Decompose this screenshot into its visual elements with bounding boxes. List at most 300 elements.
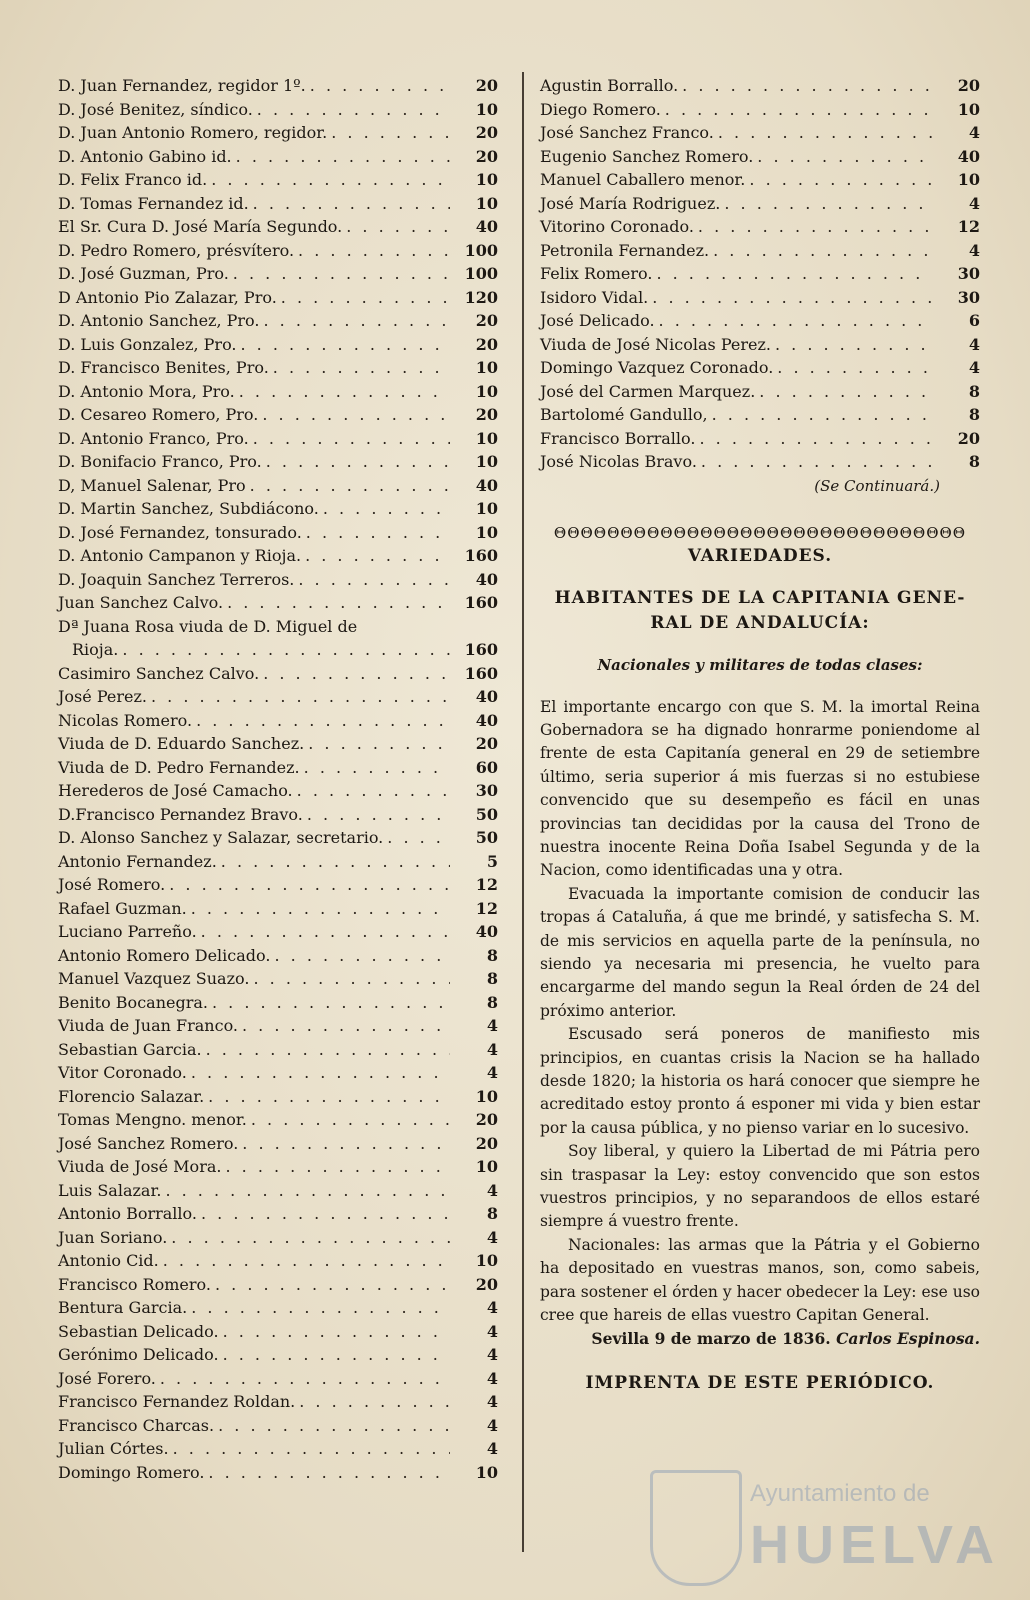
leader-dots	[253, 427, 450, 451]
donor-row	[58, 474, 498, 498]
donor-row	[58, 873, 498, 897]
donor-row	[58, 732, 498, 756]
donor-name: Eugenio Sanchez Romero.	[540, 146, 754, 166]
donor-row	[58, 967, 498, 991]
donor-amount: 10	[475, 499, 498, 518]
donor-amount: 4	[486, 1368, 498, 1388]
leader-dots	[759, 380, 932, 404]
donor-row	[58, 709, 498, 733]
donor-amount: 4	[968, 123, 980, 142]
donor-name: Viuda de José Mora.	[58, 1157, 222, 1176]
leader-dots	[196, 709, 450, 733]
donor-row	[540, 450, 980, 474]
donor-name: Domingo Romero.	[58, 1462, 205, 1482]
donor-amount: 4	[486, 1392, 498, 1411]
donor-name: Domingo Vazquez Coronado.	[540, 358, 774, 377]
donor-amount: 4	[968, 334, 980, 354]
donor-row	[58, 1273, 498, 1297]
donor-name: D. Juan Fernandez, regidor 1º.	[58, 76, 306, 95]
donor-row	[58, 1320, 498, 1344]
donor-row	[540, 356, 980, 380]
donor-row	[58, 826, 498, 850]
leader-dots	[250, 474, 450, 498]
leader-dots	[346, 215, 450, 239]
donor-name: Diego Romero.	[540, 99, 661, 119]
right-column	[540, 74, 980, 1393]
donor-row	[58, 262, 498, 286]
donor-row	[540, 215, 980, 239]
donor-name: Viuda de José Nicolas Perez.	[540, 334, 771, 354]
donor-amount: 8	[968, 381, 980, 401]
donor-row	[540, 380, 980, 404]
donor-amount: 4	[968, 358, 980, 377]
leader-dots	[387, 826, 450, 850]
donor-row	[58, 1132, 498, 1156]
donor-row-wrapped-cont	[58, 638, 498, 662]
donor-row	[58, 1461, 498, 1485]
donor-row	[540, 333, 980, 357]
donor-row	[58, 1061, 498, 1085]
donor-row	[58, 756, 498, 780]
paragraph-1: El importante encargo con que S. M. la imortal Reina Gobernadora se ha dignado honrarme poniendome al frente de esta Capitanía general en 29 de setiembre último, seria superior á mis fuerzas si no estubiese convencido que su desempeño es fácil en unas provincias tan decididas por la causa del Trono de nuestra inocente Reina Doña Isabel Segunda y de la Nacion, como identificadas una y otra.	[540, 697, 980, 880]
donor-name: Gerónimo Delicado.	[58, 1345, 219, 1364]
donor-row	[58, 145, 498, 169]
leader-dots	[236, 145, 450, 169]
donor-name: Casimiro Sanchez Calvo.	[58, 663, 260, 683]
leader-dots	[273, 356, 450, 380]
donor-name: D. Martin Sanchez, Subdiácono.	[58, 499, 319, 518]
leader-dots	[262, 403, 450, 427]
donor-amount: 12	[475, 875, 498, 894]
donor-name: Vitor Coronado.	[58, 1063, 187, 1082]
donor-row	[58, 74, 498, 98]
donor-row	[58, 98, 498, 122]
donor-row-wrapped	[58, 615, 498, 639]
leader-dots	[298, 568, 450, 592]
imprint-footer: IMPRENTA DE ESTE PERIÓDICO.	[585, 1373, 935, 1394]
donor-amount: 100	[464, 264, 498, 283]
signature-name: Carlos Espinosa.	[836, 1329, 980, 1349]
leader-dots	[665, 98, 932, 122]
donor-row	[58, 1390, 498, 1414]
donor-name: Antonio Romero Delicado.	[58, 945, 271, 965]
leader-dots	[718, 121, 932, 145]
leader-dots	[212, 991, 450, 1015]
donor-row	[540, 309, 980, 333]
continued-note: (Se Continuará.)	[814, 476, 940, 495]
donor-row	[58, 1437, 498, 1461]
donor-name: José Forero.	[58, 1368, 156, 1388]
leader-dots	[323, 497, 450, 521]
donor-name: Viuda de Juan Franco.	[58, 1016, 238, 1035]
leader-dots	[659, 309, 932, 333]
donor-amount: 4	[486, 1321, 498, 1341]
donor-amount: 40	[475, 475, 498, 495]
donor-row	[540, 286, 980, 310]
leader-dots	[191, 1296, 450, 1320]
donor-row	[540, 239, 980, 263]
donor-amount: 8	[486, 969, 498, 988]
donor-amount: 40	[475, 569, 498, 589]
leader-dots	[307, 803, 450, 827]
donor-name: D. Antonio Campanon y Rioja.	[58, 546, 302, 565]
leader-dots	[215, 1273, 450, 1297]
donor-name: Florencio Salazar.	[58, 1086, 205, 1106]
donor-list-a	[58, 74, 498, 615]
donor-row	[58, 356, 498, 380]
donor-amount: 50	[475, 804, 498, 824]
donor-name: José Romero.	[58, 875, 166, 894]
watermark-text-2: HUELVA	[750, 1515, 1000, 1575]
donor-amount: 10	[475, 452, 498, 471]
donor-amount: 8	[486, 945, 498, 965]
donor-amount: 10	[957, 99, 980, 119]
donor-amount: 20	[475, 123, 498, 142]
donor-row	[58, 944, 498, 968]
donor-name: Rafael Guzman.	[58, 898, 187, 918]
leader-dots	[165, 1179, 450, 1203]
donor-amount: 4	[968, 193, 980, 213]
donor-name: Antonio Borrallo.	[58, 1204, 197, 1223]
leader-dots	[304, 756, 450, 780]
leader-dots	[257, 98, 450, 122]
donor-row	[58, 544, 498, 568]
leader-dots	[122, 638, 450, 662]
donor-name: Luis Salazar.	[58, 1180, 162, 1200]
leader-dots	[306, 521, 450, 545]
leader-dots	[208, 1461, 450, 1485]
leader-dots	[310, 74, 450, 98]
donor-amount: 4	[486, 1039, 498, 1059]
donor-amount: 10	[475, 522, 498, 542]
donor-name: Petronila Fernandez.	[540, 240, 710, 260]
donor-amount: 60	[475, 757, 498, 777]
donor-amount: 10	[957, 170, 980, 189]
donor-row	[58, 1108, 498, 1132]
donor-name: Luciano Parreño.	[58, 922, 197, 941]
donor-name: Nicolas Romero.	[58, 710, 193, 730]
donor-name: D. Bonifacio Franco, Pro.	[58, 452, 262, 471]
donor-amount: 30	[475, 781, 498, 800]
leader-dots	[777, 356, 932, 380]
leader-dots	[263, 309, 450, 333]
donor-amount: 40	[475, 217, 498, 236]
donor-name: José Sanchez Franco.	[540, 123, 714, 142]
leader-dots	[242, 1132, 450, 1156]
donor-row	[58, 803, 498, 827]
donor-name: Manuel Vazquez Suazo.	[58, 969, 250, 988]
donor-amount: 20	[475, 76, 498, 95]
donor-name: Francisco Charcas.	[58, 1415, 215, 1435]
donor-row	[58, 591, 498, 615]
donor-name: Sebastian Delicado.	[58, 1321, 219, 1341]
donor-name: José Perez.	[58, 687, 147, 706]
leader-dots	[656, 262, 932, 286]
donor-row	[58, 1085, 498, 1109]
donor-name: D, Manuel Salenar, Pro	[58, 475, 246, 495]
donor-name: D. Antonio Gabino id.	[58, 146, 232, 166]
donor-name: D.Francisco Pernandez Bravo.	[58, 804, 303, 824]
shield-icon	[650, 1470, 742, 1586]
donor-row	[540, 74, 980, 98]
donor-amount: 4	[486, 1298, 498, 1317]
donor-name: Benito Bocanegra.	[58, 992, 208, 1012]
leader-dots	[233, 262, 450, 286]
leader-dots	[253, 967, 450, 991]
donor-row	[58, 239, 498, 263]
donor-row	[540, 98, 980, 122]
leader-dots	[682, 74, 932, 98]
donor-row	[58, 427, 498, 451]
donor-row	[58, 333, 498, 357]
donor-name: Sebastian Garcia.	[58, 1039, 202, 1059]
donor-list-b	[58, 662, 498, 1485]
section-title: VARIEDADES.	[687, 545, 833, 566]
donor-amount: 100	[464, 240, 498, 260]
donor-row	[540, 168, 980, 192]
donor-name: El Sr. Cura D. José María Segundo.	[58, 217, 343, 236]
donor-amount: 10	[475, 170, 498, 189]
leader-dots	[223, 1320, 450, 1344]
donor-name: Viuda de D. Eduardo Sanchez.	[58, 734, 305, 753]
leader-dots	[299, 1390, 450, 1414]
donor-row	[58, 662, 498, 686]
donor-amount: 50	[475, 828, 498, 847]
donor-row	[58, 380, 498, 404]
donor-row	[58, 1202, 498, 1226]
leader-dots	[211, 168, 450, 192]
donor-row	[58, 1038, 498, 1062]
donor-name: Herederos de José Camacho.	[58, 781, 293, 800]
leader-dots	[251, 1108, 450, 1132]
leader-dots	[701, 450, 932, 474]
donor-name: Bentura Garcia.	[58, 1298, 188, 1317]
donor-amount: 40	[957, 146, 980, 166]
donor-amount: 10	[475, 358, 498, 377]
donor-name: José Nicolas Bravo.	[540, 452, 697, 471]
donor-row	[58, 497, 498, 521]
donor-row	[540, 262, 980, 286]
donor-row	[58, 850, 498, 874]
leader-dots	[169, 873, 450, 897]
donor-row	[540, 145, 980, 169]
article-headline	[540, 586, 980, 636]
donor-row	[540, 403, 980, 427]
leader-dots	[724, 192, 932, 216]
leader-dots	[712, 403, 932, 427]
donor-row	[58, 168, 498, 192]
donor-amount: 160	[464, 663, 498, 683]
donor-name: Tomas Mengno. menor.	[58, 1110, 247, 1129]
donor-name: D. José Guzman, Pro.	[58, 264, 229, 283]
donor-row	[58, 1155, 498, 1179]
donor-name: D. Antonio Mora, Pro.	[58, 381, 235, 401]
headline-line-2: RAL DE ANDALUCÍA:	[650, 612, 870, 633]
donor-row	[58, 521, 498, 545]
donor-amount: 10	[475, 428, 498, 448]
donor-name: D. Felix Franco id.	[58, 170, 208, 189]
donor-amount: 4	[486, 1227, 498, 1247]
donor-row	[58, 991, 498, 1015]
donor-name: Antonio Cid.	[58, 1251, 159, 1270]
donor-amount: 8	[968, 452, 980, 471]
donor-amount: 20	[475, 734, 498, 753]
donor-amount: 160	[464, 546, 498, 565]
donor-amount: 20	[475, 1110, 498, 1129]
donor-amount: 160	[464, 640, 498, 659]
leader-dots	[308, 732, 450, 756]
donor-name: D. Alonso Sanchez y Salazar, secretario.	[58, 828, 384, 847]
donor-name: José Delicado.	[540, 311, 655, 330]
leader-dots	[163, 1249, 450, 1273]
donor-row	[58, 779, 498, 803]
donor-amount: 4	[968, 240, 980, 260]
leader-dots	[201, 1202, 450, 1226]
donor-amount: 6	[968, 311, 980, 330]
donor-row	[58, 121, 498, 145]
donor-amount: 10	[475, 193, 498, 213]
donor-amount: 40	[475, 710, 498, 730]
donor-row	[58, 1414, 498, 1438]
leader-dots	[263, 662, 450, 686]
donor-row	[58, 685, 498, 709]
donor-name-cont: Rioja.	[72, 640, 119, 659]
leader-dots	[201, 920, 450, 944]
leader-dots	[281, 286, 450, 310]
donor-row	[58, 403, 498, 427]
donor-amount: 20	[957, 76, 980, 95]
donor-row	[540, 192, 980, 216]
donor-name: D. José Fernandez, tonsurado.	[58, 522, 302, 542]
donor-amount: 20	[475, 1133, 498, 1153]
leader-dots	[749, 168, 932, 192]
leader-dots	[266, 450, 450, 474]
leader-dots	[221, 850, 450, 874]
donor-row	[58, 450, 498, 474]
leader-dots	[331, 121, 450, 145]
leader-dots	[713, 239, 932, 263]
donor-name: Vitorino Coronado.	[540, 217, 694, 236]
donor-amount: 10	[475, 99, 498, 119]
watermark-logo	[640, 1470, 1000, 1590]
donor-row	[58, 1367, 498, 1391]
leader-dots	[241, 333, 451, 357]
donor-amount: 4	[486, 1415, 498, 1435]
paragraph-3: Escusado será poneros de manifiesto mis principios, en cuantas crisis la Nacion se ha hallado desde 1820; la historia os hará conocer que siempre he acreditado estoy pronto á esponer mi vida y bien estar por la causa pública, y no pienso variar en lo sucesivo.	[540, 1025, 980, 1137]
donor-row	[58, 1179, 498, 1203]
leader-dots	[208, 1085, 450, 1109]
donor-name: D. Juan Antonio Romero, regidor.	[58, 123, 328, 142]
leader-dots	[151, 685, 450, 709]
donor-amount: 4	[486, 1016, 498, 1035]
donor-name: José del Carmen Marquez.	[540, 381, 756, 401]
column-divider	[522, 72, 524, 1552]
donor-amount: 20	[957, 428, 980, 448]
donor-name: Viuda de D. Pedro Fernandez.	[58, 757, 300, 777]
leader-dots	[242, 1014, 450, 1038]
donor-name: D. Tomas Fernandez id.	[58, 193, 249, 213]
donor-amount: 30	[957, 287, 980, 307]
donor-amount: 5	[486, 851, 498, 871]
donor-amount: 40	[475, 687, 498, 706]
donor-name: Manuel Caballero menor.	[540, 170, 746, 189]
donor-amount: 4	[486, 1180, 498, 1200]
donor-amount: 20	[475, 334, 498, 354]
donor-name: Antonio Fernandez.	[58, 851, 217, 871]
leader-dots	[652, 286, 932, 310]
donor-amount: 12	[475, 898, 498, 918]
donor-row	[58, 897, 498, 921]
donor-amount: 4	[486, 1063, 498, 1082]
donor-name: Julian Córtes.	[58, 1439, 169, 1458]
leader-dots	[223, 1343, 450, 1367]
donor-row	[58, 1249, 498, 1273]
donor-amount: 10	[475, 1157, 498, 1176]
donor-amount: 10	[475, 1086, 498, 1106]
donor-name: D. Antonio Sanchez, Pro.	[58, 311, 260, 330]
donor-list-right	[540, 74, 980, 474]
donor-amount: 8	[968, 405, 980, 424]
donor-amount: 20	[475, 405, 498, 424]
donor-amount: 8	[486, 992, 498, 1012]
donor-row	[58, 192, 498, 216]
donor-row	[58, 286, 498, 310]
donor-name: D. Joaquin Sanchez Terreros.	[58, 569, 295, 589]
donor-amount: 10	[475, 1462, 498, 1482]
donor-row	[58, 215, 498, 239]
paragraph-4: Soy liberal, y quiero la Libertad de mi Pátria pero sin traspasar la Ley: estoy convencido que son estos vuestros principios, y no separandoos de ellos estaré siempre á vuestro frente.	[540, 1142, 980, 1231]
donor-amount: 120	[464, 287, 498, 307]
donor-row	[540, 121, 980, 145]
donor-row	[58, 309, 498, 333]
signature-line	[540, 1327, 980, 1351]
donor-name: D. Cesareo Romero, Pro.	[58, 405, 259, 424]
watermark-text-1: Ayuntamiento de	[750, 1480, 930, 1507]
leader-dots	[191, 1061, 450, 1085]
leader-dots	[274, 944, 450, 968]
donor-row	[58, 1226, 498, 1250]
leader-dots	[297, 779, 450, 803]
donor-amount: 20	[475, 1274, 498, 1294]
donor-row	[58, 1343, 498, 1367]
donor-amount: 8	[486, 1204, 498, 1223]
donor-amount: 10	[475, 381, 498, 401]
donor-row	[58, 920, 498, 944]
paragraph-5: Nacionales: las armas que la Pátria y el Gobierno ha depositado en vuestras manos, son, como sabeis, para sostener el órden y hacer obedecer la Ley: ese uso cree que hareis de ellas vuestro Capitan General.	[540, 1235, 980, 1325]
donor-name: Francisco Borrallo.	[540, 428, 696, 448]
leader-dots	[171, 1226, 450, 1250]
donor-name: D. Luis Gonzalez, Pro.	[58, 334, 237, 354]
donor-amount: 4	[486, 1439, 498, 1458]
leader-dots	[218, 1414, 450, 1438]
donor-name: D. Pedro Romero, présvítero.	[58, 240, 295, 260]
ornament-rule: ΘΘΘΘΘΘΘΘΘΘΘΘΘΘΘΘΘΘΘΘΘΘΘΘΘΘΘΘΘΘΘ	[553, 523, 967, 542]
donor-name: Juan Sanchez Calvo.	[58, 593, 224, 612]
donor-name: Bartolomé Gandullo,	[540, 405, 708, 424]
donor-name: Agustin Borrallo.	[540, 76, 679, 95]
leader-dots	[206, 1038, 450, 1062]
donor-name: Felix Romero.	[540, 264, 653, 283]
leader-dots	[173, 1437, 450, 1461]
donor-amount: 30	[957, 264, 980, 283]
leader-dots	[775, 333, 932, 357]
leader-dots	[225, 1155, 450, 1179]
left-column-donor-list	[58, 74, 498, 1484]
donor-name: Dª Juana Rosa viuda de D. Miguel de	[58, 616, 358, 636]
donor-amount: 160	[464, 593, 498, 612]
donor-row	[58, 1014, 498, 1038]
donor-amount: 10	[475, 1251, 498, 1270]
